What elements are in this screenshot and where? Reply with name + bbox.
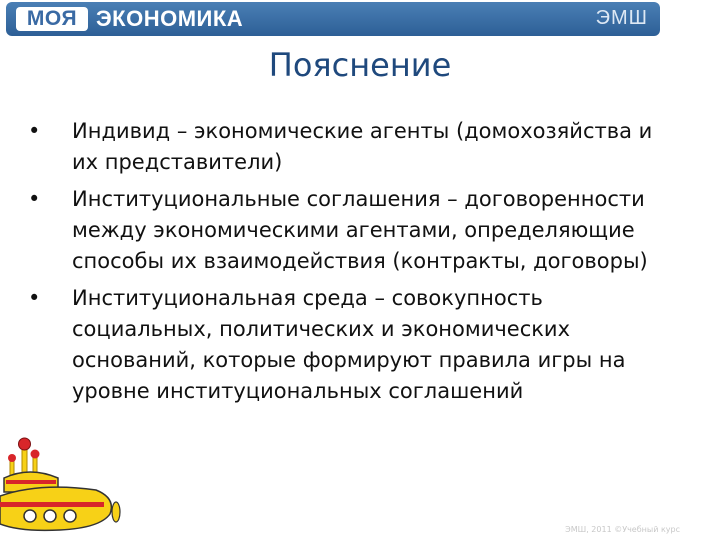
bullet-dot: • <box>28 187 41 211</box>
bullet-item <box>24 184 684 277</box>
footer-note: ЭМШ, 2011 ©Учебный курс <box>565 525 680 534</box>
bullet-dot: • <box>28 286 41 310</box>
bullet-item <box>24 116 684 178</box>
bullet-dot: • <box>28 119 41 143</box>
logo-left-text: МОЯ <box>26 7 78 30</box>
logo-moya <box>16 7 88 31</box>
yellow-submarine-icon <box>0 416 122 540</box>
logo-ekonomika: ЭКОНОМИКА <box>96 6 244 31</box>
bullet-text: Индивид – экономические агенты (домохозяйства и их представители) <box>72 119 653 174</box>
bullet-list <box>24 116 684 413</box>
slide-title: Пояснение <box>268 46 452 84</box>
header-bar <box>6 2 660 36</box>
bullet-item <box>24 283 684 407</box>
bullet-text: Институциональные соглашения – договоренности между экономическими агентами, определяющие способы их взаимодействия (контракты, договоры) <box>72 187 648 273</box>
bullet-text: Институциональная среда – совокупность социальных, политических и экономических оснований, которые формируют правила игры на уровне институциональных соглашений <box>72 286 626 403</box>
brand-label: ЭМШ <box>595 7 648 29</box>
